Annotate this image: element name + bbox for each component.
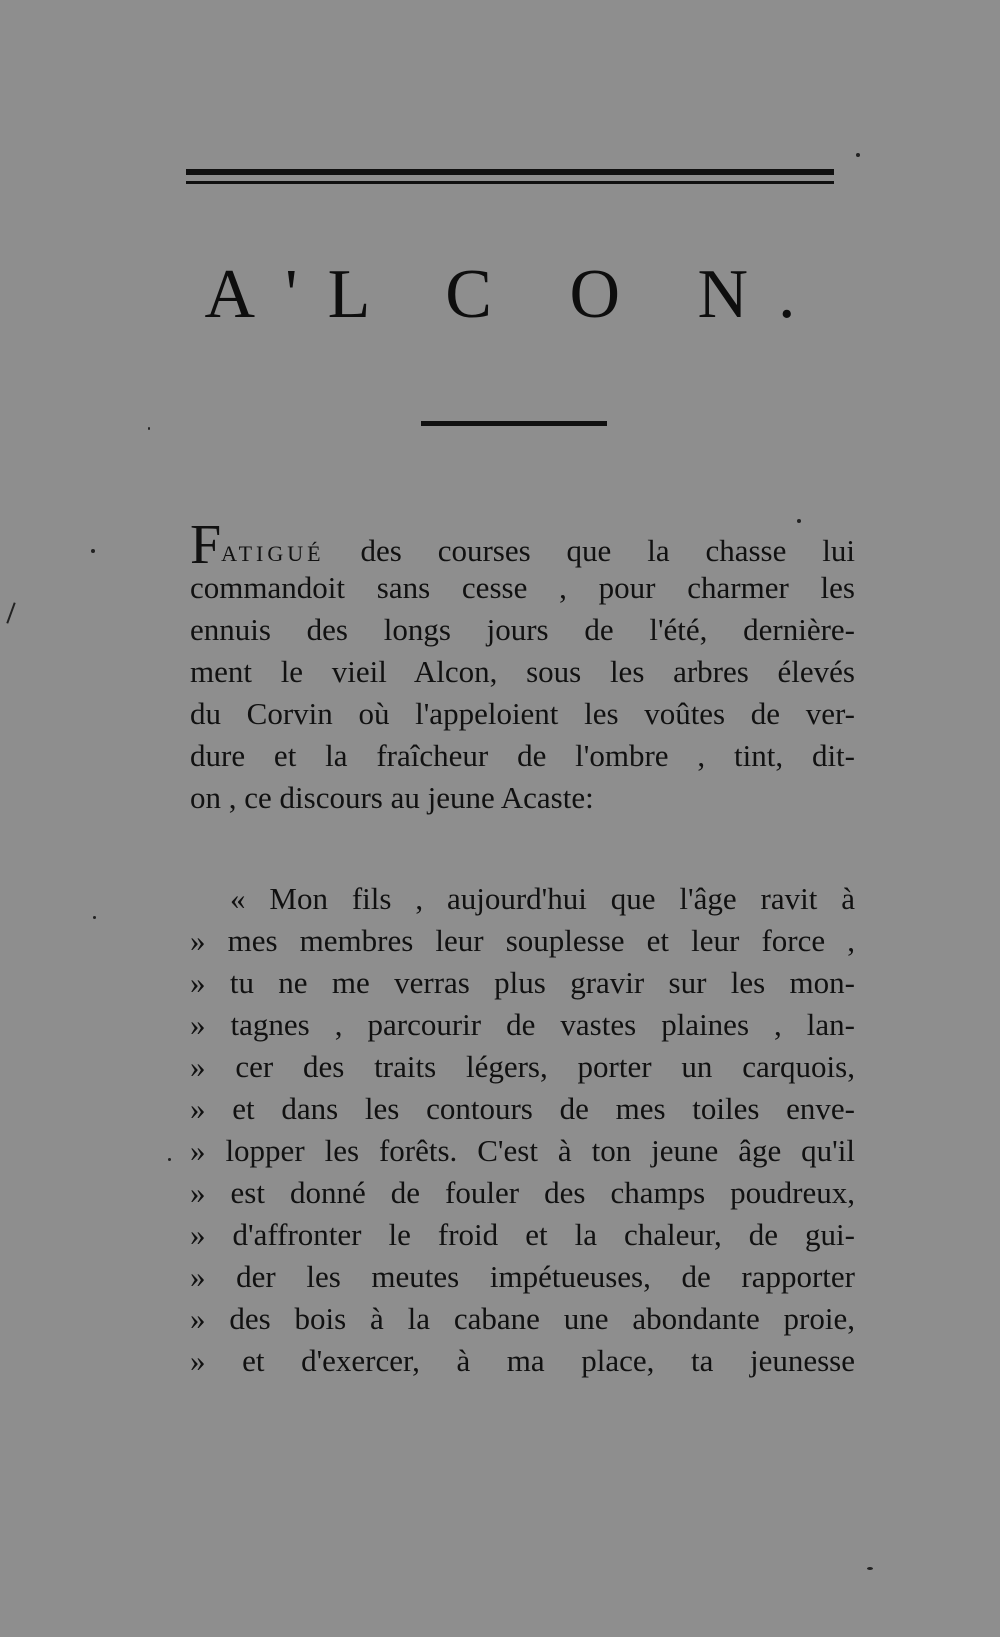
text-line: commandoit sans cesse , pour charmer les — [190, 570, 855, 605]
text-line: ennuis des longs jours de l'été, dernière- — [190, 612, 855, 647]
text-line: » tu ne me verras plus gravir sur les mon- — [190, 965, 855, 1000]
scan-speck — [6, 602, 15, 623]
text-line: » et dans les contours de mes toiles enve- — [190, 1091, 855, 1126]
scan-speck — [148, 427, 150, 430]
scan-speck — [93, 916, 96, 919]
chapter-title: A'L C O N. — [204, 256, 826, 333]
text-line: on , ce discours au jeune Acaste: — [190, 780, 594, 815]
text-line: » lopper les forêts. C'est à ton jeune âge qu'il — [190, 1133, 855, 1168]
scan-speck — [91, 549, 95, 553]
text-line: » cer des traits légers, porter un carquois, — [190, 1049, 855, 1084]
text-line — [190, 514, 855, 576]
text-line: » der les meutes impétueuses, de rapporter — [190, 1259, 855, 1294]
paragraph-speech — [190, 878, 855, 1382]
opening-small-caps: ATIGUÉ — [221, 541, 325, 566]
text-line: ment le vieil Alcon, sous les arbres élevés — [190, 654, 855, 689]
scan-speck — [856, 153, 860, 157]
text-line: « Mon fils , aujourd'hui que l'âge ravit à — [230, 881, 855, 916]
scan-speck — [168, 1158, 171, 1161]
scan-speck — [867, 1567, 873, 1570]
text-line-content: des courses que la chasse lui — [324, 533, 855, 568]
title-separator-rule — [421, 421, 607, 426]
scan-speck — [797, 519, 801, 523]
paragraph-opening — [190, 514, 855, 819]
text-line: » tagnes , parcourir de vastes plaines , lan- — [190, 1007, 855, 1042]
text-line: » et d'exercer, à ma place, ta jeunesse — [190, 1343, 855, 1378]
top-double-rule-thick — [186, 169, 834, 175]
text-line: » des bois à la cabane une abondante proie, — [190, 1301, 855, 1336]
text-line: dure et la fraîcheur de l'ombre , tint, dit- — [190, 738, 855, 773]
text-line: » mes membres leur souplesse et leur force , — [190, 923, 855, 958]
drop-cap: F — [190, 514, 222, 576]
text-line: du Corvin où l'appeloient les voûtes de ver- — [190, 696, 855, 731]
top-double-rule-thin — [186, 181, 834, 184]
text-line: » est donné de fouler des champs poudreux, — [190, 1175, 855, 1210]
text-line: » d'affronter le froid et la chaleur, de gui- — [190, 1217, 855, 1252]
